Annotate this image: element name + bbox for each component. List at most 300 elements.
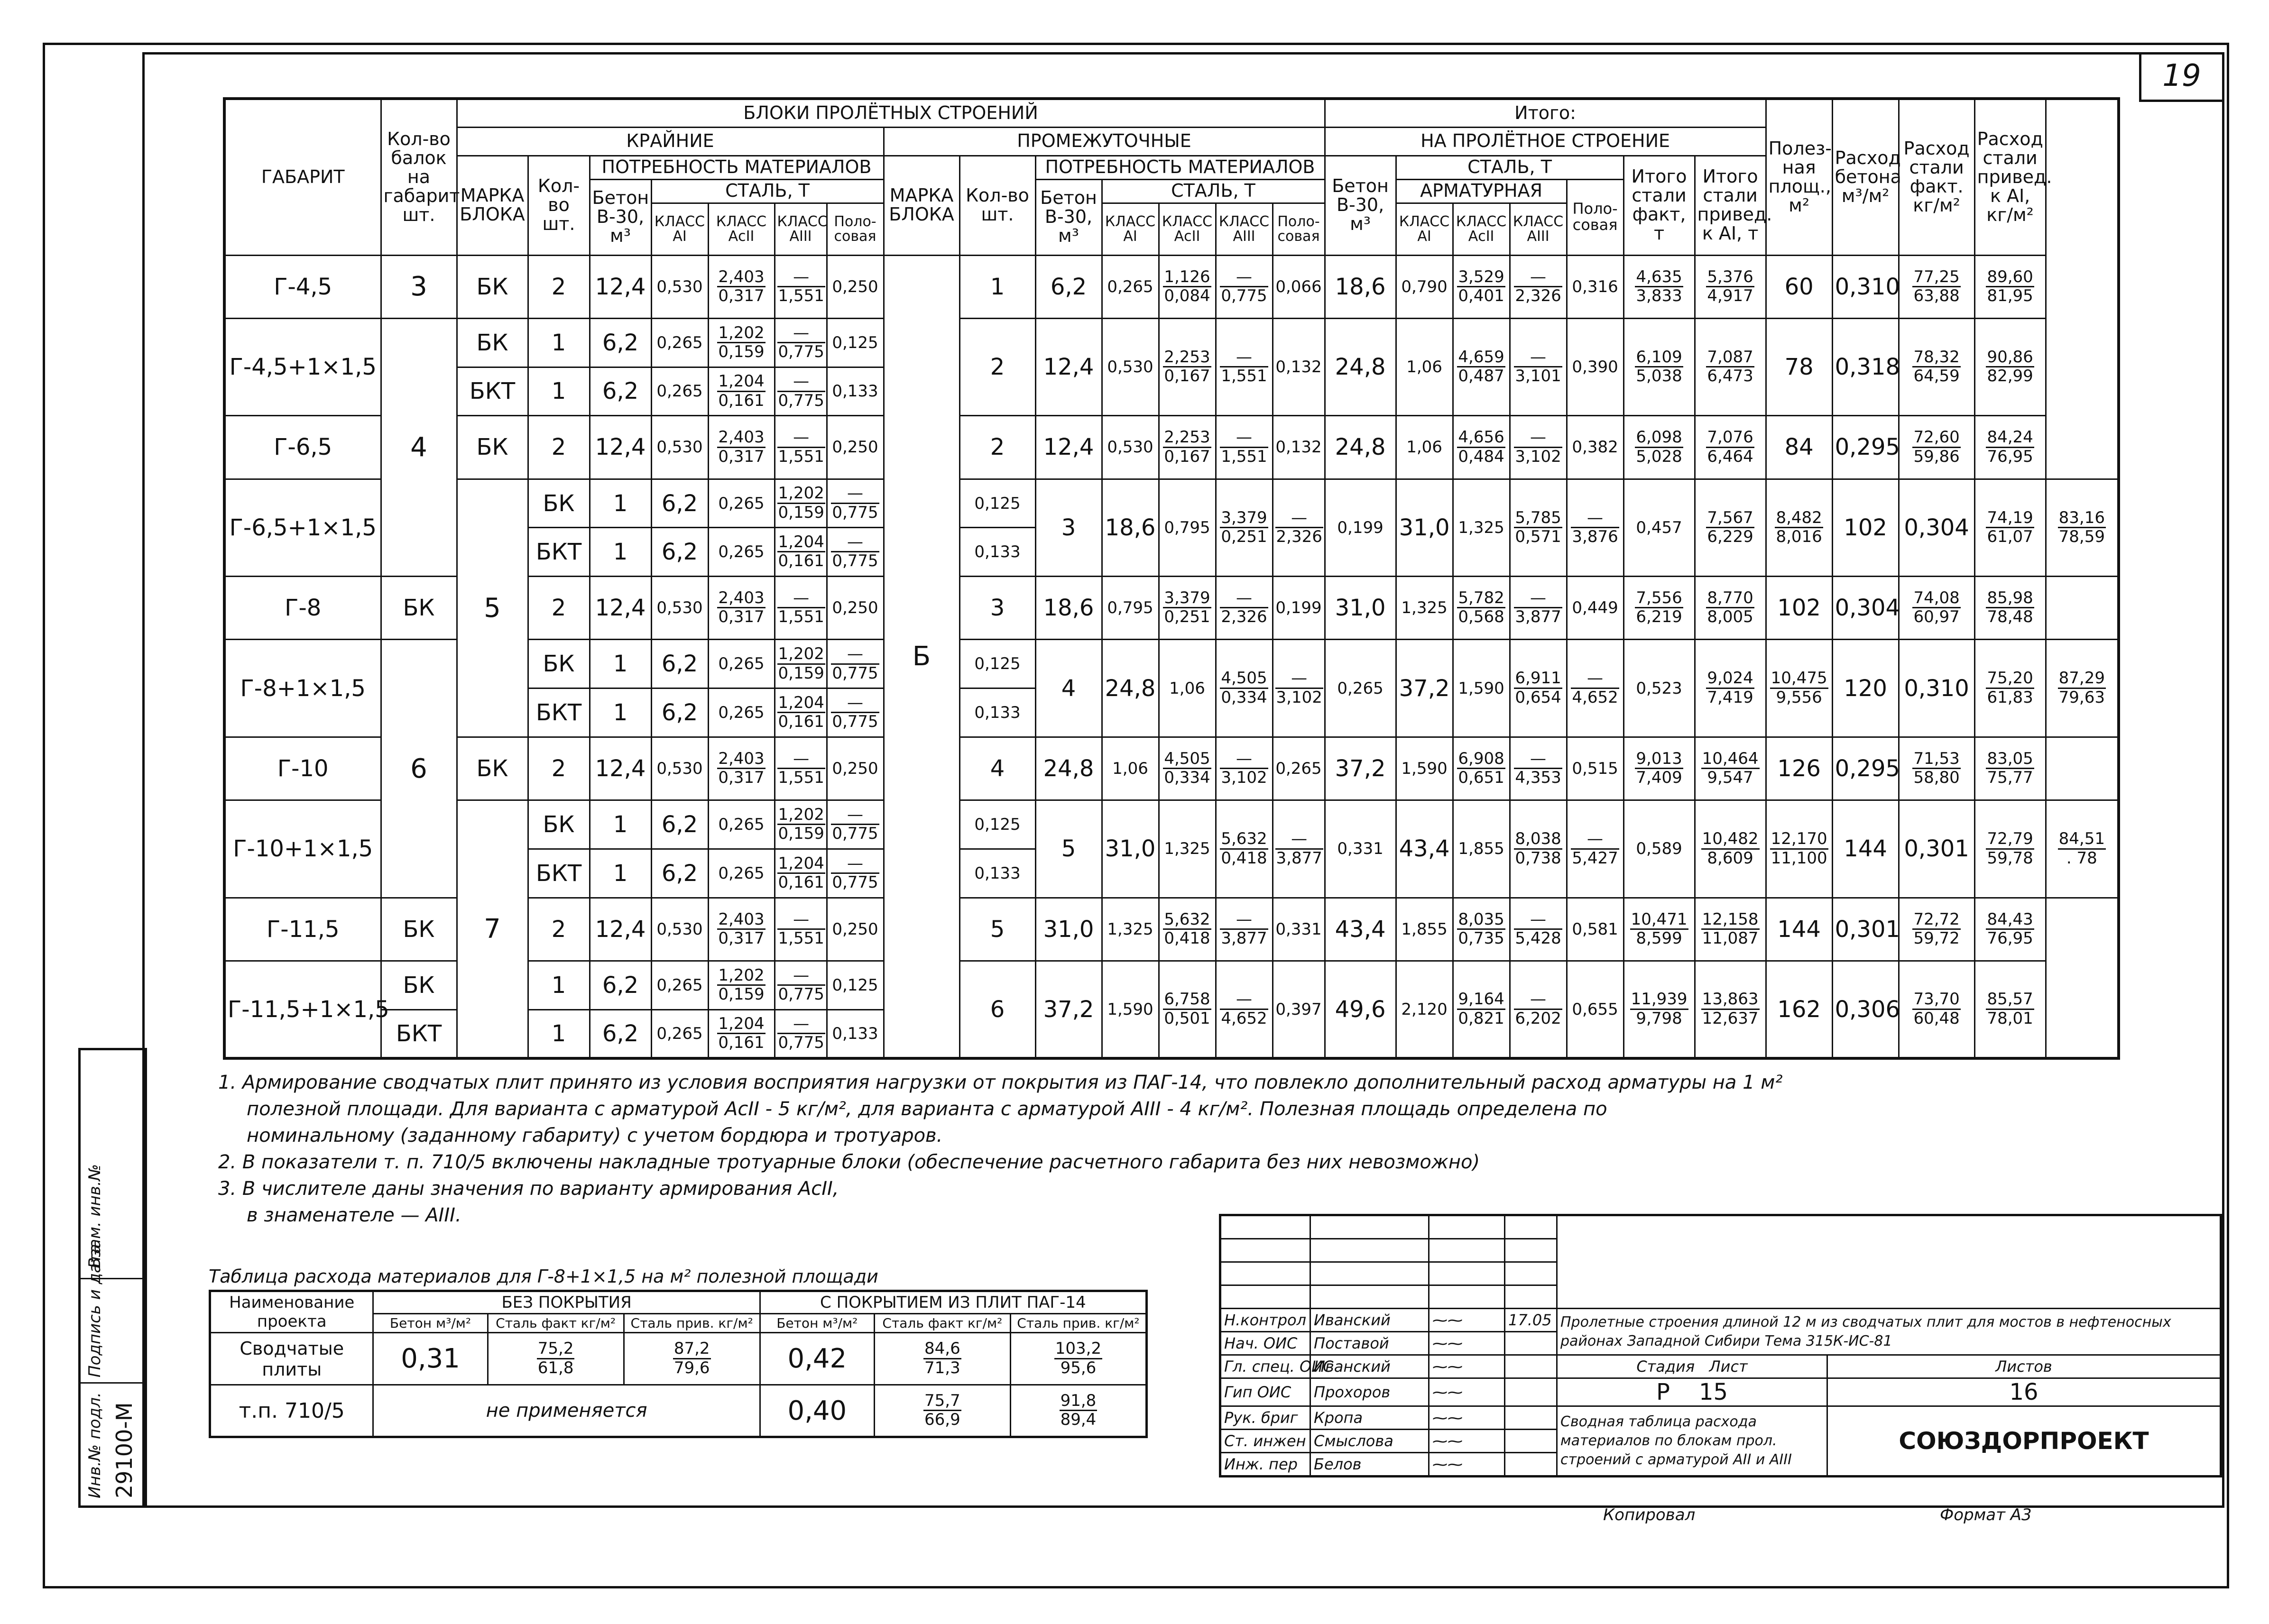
promezh-value-cell: [1159, 255, 1216, 318]
sub-value-cell: [488, 1333, 624, 1385]
fraction: [1701, 830, 1760, 867]
col-polos-t: Поло-совая: [1567, 179, 1623, 255]
numerator: 9,013: [1635, 750, 1683, 769]
denominator: 1,551: [778, 447, 824, 466]
numerator: 84,6: [923, 1340, 961, 1359]
fraction: [1514, 750, 1562, 787]
fraction: [1220, 991, 1268, 1028]
block-value-cell: БК: [381, 577, 457, 640]
numerator: 5,632: [1163, 911, 1211, 930]
block-value-cell: 1: [590, 479, 651, 528]
numerator: —: [1220, 268, 1268, 287]
fraction: [1912, 268, 1960, 305]
block-value-cell: 0,125: [959, 640, 1035, 688]
promezh-value-cell: 0,066: [1273, 255, 1325, 318]
side-podp: Подпись и дата: [85, 1244, 104, 1377]
col-a3-p: КЛАСС АIII: [1216, 203, 1273, 255]
block-value-cell: [708, 255, 775, 318]
promezh-value-cell: [1216, 577, 1273, 640]
fraction: [1163, 750, 1211, 787]
denominator: 0,651: [1458, 768, 1504, 788]
org-name: СОЮЗДОРПРОЕКТ: [1827, 1406, 2221, 1477]
promezh-value-cell: [1216, 737, 1273, 800]
block-value-cell: [708, 961, 775, 1010]
block-value-cell: 0,265: [708, 479, 775, 528]
numerator: —: [1275, 509, 1323, 528]
total-value-cell: 120: [1832, 640, 1899, 737]
promezh-value-cell: 2: [959, 416, 1035, 479]
promezh-value-cell: 1,06: [1102, 737, 1159, 800]
fraction: [923, 1392, 961, 1429]
denominator: 64,59: [1913, 367, 1960, 386]
denominator: 0,501: [1164, 1009, 1210, 1028]
numerator: 75,7: [923, 1392, 961, 1411]
block-value-cell: [775, 479, 827, 528]
denominator: 95,6: [1060, 1358, 1097, 1377]
numerator: 83,05: [1986, 750, 2034, 769]
denominator: 0,159: [718, 342, 765, 361]
fraction: [1986, 911, 2034, 948]
stamp-person: Кропа: [1310, 1406, 1429, 1430]
denominator: 1,551: [778, 928, 824, 948]
fraction: [1514, 429, 1562, 466]
sub-h-s: С ПОКРЫТИЕМ ИЗ ПЛИТ ПАГ-14: [760, 1291, 1146, 1314]
block-value-cell: [775, 737, 827, 800]
block-value-cell: [775, 577, 827, 640]
col-beton-t: Бетон В-30, м³: [1325, 156, 1396, 255]
denominator: 0,317: [718, 286, 765, 305]
stamp-person: Иванский: [1310, 1355, 1429, 1378]
block-value-cell: 6,2: [590, 367, 651, 416]
denominator: 3,101: [1515, 367, 1561, 386]
denominator: 76,95: [1987, 447, 2033, 466]
block-value-cell: БКТ: [528, 528, 590, 577]
numerator: —: [1514, 589, 1562, 608]
numerator: 84,24: [1986, 429, 2034, 448]
denominator: 66,9: [924, 1410, 960, 1430]
block-value-cell: 0,530: [651, 737, 708, 800]
table-row: [224, 255, 2119, 318]
fraction: [1220, 589, 1268, 626]
denominator: 11,100: [1771, 848, 1827, 868]
numerator: 5,785: [1514, 509, 1562, 528]
gabarit-cell: Г-4,5: [224, 255, 381, 318]
block-value-cell: БКТ: [528, 688, 590, 737]
fraction: [717, 750, 765, 787]
block-value-cell: БКТ: [528, 849, 590, 898]
fraction: [1986, 509, 2034, 546]
fraction: [1457, 349, 1505, 385]
denominator: 0,571: [1515, 527, 1561, 547]
denominator: 78,48: [1987, 607, 2033, 627]
denominator: 0,775: [832, 824, 878, 844]
numerator: —: [1220, 429, 1268, 448]
table-row: [224, 737, 2119, 800]
fraction: [673, 1340, 711, 1377]
denominator: 3,833: [1636, 286, 1682, 305]
block-value-cell: БК: [457, 416, 528, 479]
promezh-value-cell: 12,4: [1035, 416, 1102, 479]
denominator: 0,161: [778, 712, 824, 732]
block-value-cell: [708, 737, 775, 800]
numerator: 13,863: [1701, 991, 1760, 1009]
fraction: [1163, 991, 1211, 1028]
block-value-cell: 12,4: [590, 737, 651, 800]
total-value-cell: [1695, 640, 1766, 737]
promezh-value-cell: [1273, 800, 1325, 898]
total-value-cell: [1695, 318, 1766, 415]
total-value-cell: 144: [1766, 898, 1832, 961]
stamp-role: Нач. ОИС: [1220, 1332, 1310, 1355]
total-value-cell: [1453, 416, 1510, 479]
col-ac2-p: КЛАСС АсII: [1159, 203, 1216, 255]
stamp-person: Иванский: [1310, 1309, 1429, 1332]
block-value-cell: [775, 1009, 827, 1058]
denominator: 61,83: [1987, 688, 2033, 707]
col-beton-k: Бетон В-30, м³: [590, 179, 651, 255]
total-value-cell: 162: [1766, 961, 1832, 1058]
col-a1-t: КЛАСС АI: [1396, 203, 1453, 255]
table-row: [224, 800, 2119, 849]
numerator: 87,29: [2058, 670, 2106, 688]
fraction: [1220, 830, 1268, 867]
fraction: [1275, 830, 1323, 867]
fraction: [831, 855, 879, 892]
numerator: 7,087: [1706, 349, 1754, 367]
numerator: 84,51: [2058, 830, 2106, 849]
numerator: 6,908: [1457, 750, 1505, 769]
numerator: —: [1514, 750, 1562, 769]
format: Формат А3: [1940, 1505, 2032, 1524]
block-value-cell: 1: [590, 849, 651, 898]
denominator: 0,418: [1164, 928, 1210, 948]
denominator: 63,88: [1913, 286, 1960, 305]
numerator: 72,72: [1912, 911, 1960, 930]
numerator: 1,204: [777, 694, 825, 713]
fraction: [1220, 750, 1268, 787]
block-value-cell: БКТ: [457, 367, 528, 416]
block-value-cell: [827, 849, 884, 898]
total-value-cell: [1974, 577, 2046, 640]
fraction: [1706, 349, 1754, 385]
sub-value-cell: [624, 1333, 760, 1385]
col-marka-k: МАРКА БЛОКА: [457, 156, 528, 255]
total-value-cell: [1510, 577, 1567, 640]
numerator: 85,98: [1986, 589, 2034, 608]
total-value-cell: [1899, 898, 1974, 961]
block-value-cell: 1: [590, 528, 651, 577]
denominator: 0,775: [778, 1033, 824, 1053]
numerator: —: [1220, 991, 1268, 1009]
denominator: 3,877: [1221, 928, 1267, 948]
note-line: 3. В числителе даны значения по варианту армирования АсII,: [218, 1178, 839, 1200]
fraction: [1912, 750, 1960, 787]
stamp-person: Поставой: [1310, 1332, 1429, 1355]
block-value-cell: [827, 528, 884, 577]
promezh-value-cell: [1159, 416, 1216, 479]
materials-table: [223, 97, 2120, 1060]
total-value-cell: 1,325: [1453, 479, 1510, 576]
total-value-cell: 24,8: [1325, 318, 1396, 415]
total-value-cell: 78: [1766, 318, 1832, 415]
fraction: [1220, 429, 1268, 466]
fraction: [1986, 349, 2034, 385]
block-value-cell: 0,530: [651, 416, 708, 479]
fraction: [1514, 349, 1562, 385]
total-value-cell: [1510, 898, 1567, 961]
kol-vo-balok-cell: 3: [381, 255, 457, 318]
block-value-cell: [708, 318, 775, 367]
promezh-value-cell: 18,6: [1102, 479, 1159, 576]
numerator: —: [777, 967, 825, 986]
numerator: 7,567: [1706, 509, 1754, 528]
block-value-cell: 0,265: [651, 961, 708, 1010]
signature: ⁓⁓: [1429, 1355, 1505, 1378]
side-vzam: Взам. инв.№: [85, 1164, 104, 1268]
denominator: 0,484: [1458, 447, 1504, 466]
total-value-cell: [1695, 416, 1766, 479]
block-value-cell: 0,250: [827, 737, 884, 800]
col-kol-k: Кол-во шт.: [528, 156, 590, 255]
numerator: —: [777, 1015, 825, 1034]
total-value-cell: [1974, 255, 2046, 318]
fraction: [1701, 750, 1760, 787]
denominator: 0,317: [718, 607, 765, 627]
total-value-cell: [1695, 898, 1766, 961]
denominator: 8,599: [1636, 928, 1682, 948]
block-value-cell: 2: [528, 577, 590, 640]
denominator: 1,551: [778, 286, 824, 305]
denominator: 59,86: [1913, 447, 1960, 466]
promezh-value-cell: 0,331: [1273, 898, 1325, 961]
hdr-arm-t: АРМАТУРНАЯ: [1396, 179, 1567, 203]
fraction: [1163, 349, 1211, 385]
fraction: [1163, 268, 1211, 305]
fraction: [1457, 911, 1505, 948]
signature: ⁓⁓: [1429, 1406, 1505, 1430]
table-body: [224, 255, 2119, 1058]
fraction: [717, 324, 765, 361]
total-value-cell: 0,457: [1623, 479, 1695, 576]
fraction: [1163, 911, 1211, 948]
total-value-cell: 0,306: [1832, 961, 1899, 1058]
promezh-value-cell: 0,265: [1102, 255, 1159, 318]
promezh-value-cell: 2: [959, 318, 1035, 415]
total-value-cell: 0,295: [1832, 737, 1899, 800]
total-value-cell: [1623, 961, 1695, 1058]
hdr-potreb-k: ПОТРЕБНОСТЬ МАТЕРИАЛОВ: [590, 156, 884, 179]
numerator: 6,098: [1635, 429, 1683, 448]
denominator: 2,326: [1221, 607, 1267, 627]
denominator: 79,6: [673, 1358, 710, 1377]
fraction: [1706, 268, 1754, 305]
denominator: 0,775: [778, 342, 824, 361]
numerator: 90,86: [1986, 349, 2034, 367]
promezh-value-cell: [1159, 318, 1216, 415]
fraction: [1986, 268, 2034, 305]
numerator: 1,202: [717, 324, 765, 343]
denominator: 0,775: [778, 391, 824, 410]
fraction: [777, 1015, 825, 1052]
total-value-cell: 0,310: [1899, 640, 1974, 737]
listov-value: 16: [1827, 1378, 2221, 1406]
stadia-values: [1557, 1378, 1827, 1406]
block-value-cell: [708, 1009, 775, 1058]
fraction: [1220, 509, 1268, 546]
block-value-cell: 0,265: [651, 1009, 708, 1058]
project-title: Пролетные строения длиной 12 м из сводчатых плит для мостов в нефтеносных районах Западной Сибири Тема 315К-ИС-81: [1557, 1309, 2221, 1355]
sub-value-cell: 0,40: [760, 1385, 874, 1437]
total-value-cell: [1695, 577, 1766, 640]
fraction: [777, 694, 825, 731]
total-value-cell: [1567, 640, 1623, 737]
hdr-krainie: КРАЙНИЕ: [457, 127, 884, 156]
denominator: 9,798: [1636, 1009, 1682, 1028]
block-value-cell: 0,530: [651, 577, 708, 640]
stamp-role: Рук. бриг: [1220, 1406, 1310, 1430]
numerator: 10,475: [1770, 670, 1828, 688]
denominator: 0,159: [778, 503, 824, 522]
numerator: —: [777, 268, 825, 287]
block-value-cell: 12,4: [590, 416, 651, 479]
denominator: 78,01: [1987, 1009, 2033, 1028]
total-value-cell: [1974, 961, 2046, 1058]
fraction: [1275, 670, 1323, 706]
block-value-cell: БК: [457, 318, 528, 367]
promezh-value-cell: 3: [1035, 479, 1102, 576]
block-value-cell: [775, 961, 827, 1010]
total-value-cell: [1453, 577, 1510, 640]
denominator: 9,556: [1776, 688, 1822, 707]
stamp-role: Гл. спец. ОИС: [1220, 1355, 1310, 1378]
col-itogo-priv: Итого стали привед. к АI, т: [1695, 156, 1766, 255]
col-itogo-stali: Итого стали факт, т: [1623, 156, 1695, 255]
kol-vo-balok-cell: 4: [381, 318, 457, 576]
block-value-cell: 2: [528, 737, 590, 800]
col-a3-t: КЛАСС АIII: [1510, 203, 1567, 255]
denominator: 7,419: [1707, 688, 1753, 707]
notes: [218, 1069, 1973, 1229]
block-value-cell: 1: [528, 961, 590, 1010]
denominator: 4,652: [1572, 688, 1618, 707]
col-rashod-betona: Расход бетона м³/м²: [1832, 99, 1899, 255]
total-value-cell: 0,581: [1567, 898, 1623, 961]
numerator: —: [1220, 750, 1268, 769]
denominator: 60,48: [1913, 1009, 1960, 1028]
denominator: 3,877: [1276, 848, 1322, 868]
stadia-label: Стадия: [1636, 1358, 1695, 1376]
promezh-value-cell: 24,8: [1102, 640, 1159, 737]
numerator: 8,035: [1457, 911, 1505, 930]
table-row: [224, 416, 2119, 479]
sub-h-priv: Сталь прив. кг/м²: [1010, 1314, 1146, 1333]
numerator: 4,659: [1457, 349, 1505, 367]
denominator: 0,775: [832, 872, 878, 892]
total-value-cell: 43,4: [1396, 800, 1453, 898]
block-value-cell: 0,530: [651, 898, 708, 961]
fraction: [717, 911, 765, 948]
denominator: 6,464: [1707, 447, 1753, 466]
denominator: 75,77: [1987, 768, 2033, 788]
fraction: [777, 589, 825, 626]
block-value-cell: 0,133: [959, 849, 1035, 898]
block-value-cell: 1: [528, 367, 590, 416]
sub-h-name: Наименование проекта: [210, 1291, 373, 1333]
fraction: [1630, 911, 1688, 948]
fraction: [777, 806, 825, 843]
sub-h-bez: БЕЗ ПОКРЫТИЯ: [373, 1291, 760, 1314]
numerator: 83,16: [2058, 509, 2106, 528]
stadia-value: Р: [1656, 1379, 1670, 1405]
block-value-cell: [708, 898, 775, 961]
fraction: [1770, 670, 1828, 706]
fraction: [831, 806, 879, 843]
denominator: 0,775: [1221, 286, 1267, 305]
hdr-potreb-p: ПОТРЕБНОСТЬ МАТЕРИАЛОВ: [1035, 156, 1325, 179]
denominator: 0,334: [1221, 688, 1267, 707]
total-value-cell: 0,304: [1832, 577, 1899, 640]
denominator: 4,353: [1515, 768, 1561, 788]
hdr-promezh: ПРОМЕЖУТОЧНЫЕ: [884, 127, 1325, 156]
stamp-role: Гип ОИС: [1220, 1378, 1310, 1406]
stamp-person: Прохоров: [1310, 1378, 1429, 1406]
promezh-value-cell: 18,6: [1035, 577, 1102, 640]
fraction: [1770, 830, 1828, 867]
block-value-cell: [827, 688, 884, 737]
promezh-value-cell: 31,0: [1102, 800, 1159, 898]
numerator: —: [1514, 911, 1562, 930]
sheet-title: Сводная таблица расхода материалов по блокам прол. строений с арматурой АII и АIII: [1557, 1406, 1827, 1477]
denominator: 0,775: [832, 663, 878, 683]
fraction: [717, 429, 765, 466]
denominator: 59,72: [1913, 928, 1960, 948]
col-polos-k: Поло-совая: [827, 203, 884, 255]
total-value-cell: 0,390: [1567, 318, 1623, 415]
fraction: [717, 967, 765, 1004]
block-value-cell: 1: [590, 688, 651, 737]
block-value-cell: 0,250: [827, 577, 884, 640]
denominator: 0,317: [718, 447, 765, 466]
numerator: 11,939: [1630, 991, 1688, 1009]
numerator: 78,32: [1912, 349, 1960, 367]
block-value-cell: [775, 255, 827, 318]
numerator: 1,202: [777, 806, 825, 825]
fraction: [777, 967, 825, 1004]
fraction: [1571, 670, 1619, 706]
block-value-cell: [708, 577, 775, 640]
block-value-cell: [827, 640, 884, 688]
denominator: 89,4: [1060, 1410, 1097, 1430]
total-value-cell: [1899, 737, 1974, 800]
col-a1-p: КЛАСС АI: [1102, 203, 1159, 255]
sub-value-cell: [874, 1333, 1010, 1385]
sub-value-cell: 0,42: [760, 1333, 874, 1385]
sub-h-beton: Бетон м³/м²: [760, 1314, 874, 1333]
sub-value-cell: 0,31: [373, 1333, 488, 1385]
fraction: [1220, 268, 1268, 305]
block-value-cell: БК: [457, 737, 528, 800]
sub-value-cell: [1010, 1385, 1146, 1437]
block-value-cell: 0,265: [708, 800, 775, 849]
block-value-cell: 0,265: [708, 688, 775, 737]
fraction: [1912, 589, 1960, 626]
block-value-cell: 0,125: [959, 479, 1035, 528]
promezh-value-cell: 0,265: [1273, 737, 1325, 800]
fraction: [1635, 429, 1683, 466]
denominator: 78,59: [2058, 527, 2105, 547]
fraction: [1054, 1340, 1102, 1377]
numerator: 1,204: [777, 855, 825, 874]
